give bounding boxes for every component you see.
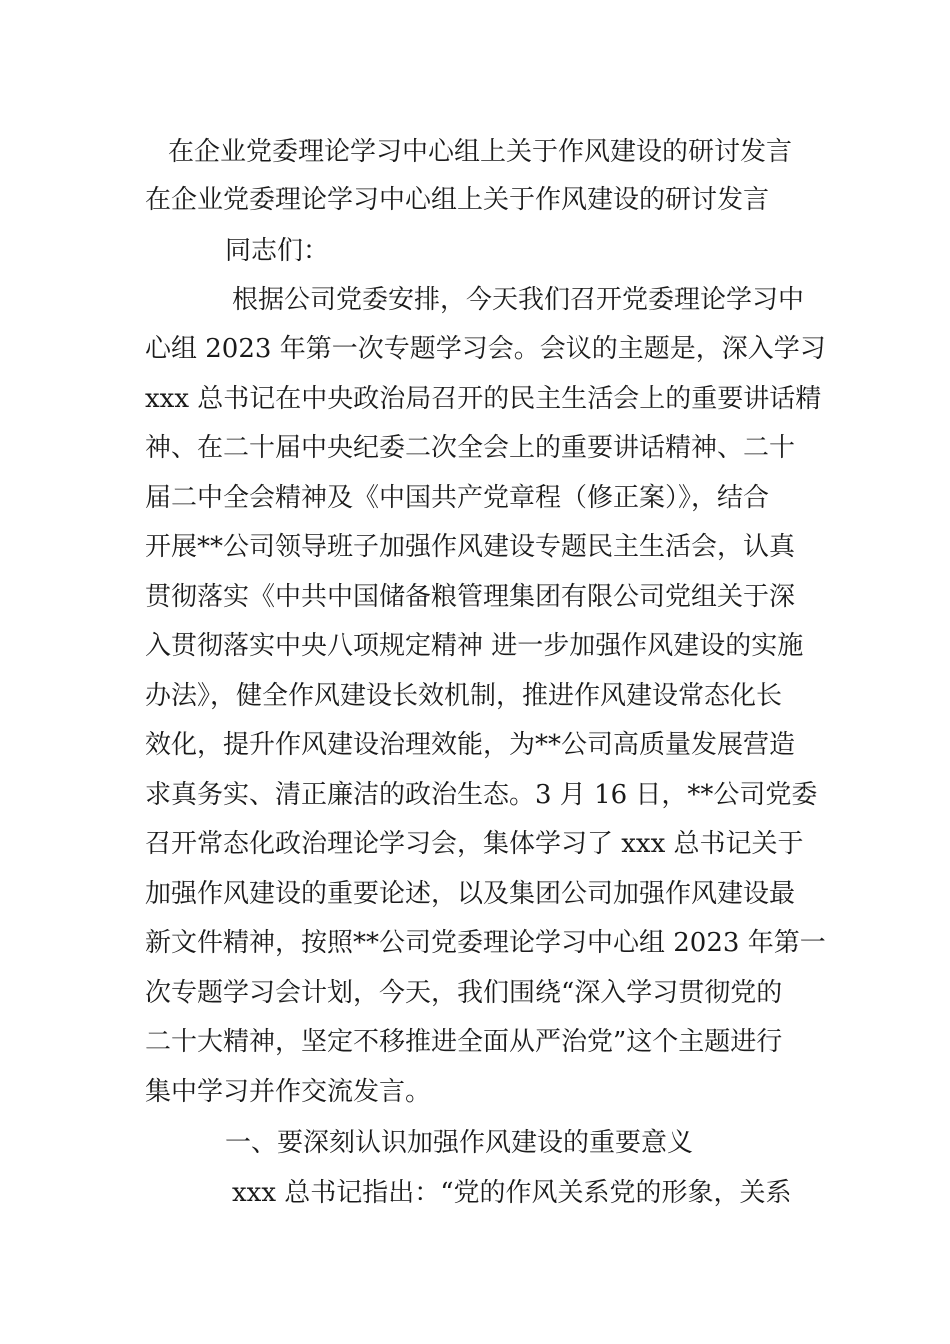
paragraph-line: 神、在二十届中央纪委二次全会上的重要讲话精神、二十 bbox=[145, 433, 796, 463]
document-title-line-1: 在企业党委理论学习中心组上关于作风建设的研讨发言 bbox=[168, 137, 793, 167]
paragraph-line: 办法》，健全作风建设长效机制，推进作风建设常态化长 bbox=[145, 681, 783, 711]
paragraph-line: 加强作风建设的重要论述，以及集团公司加强作风建设最 bbox=[145, 879, 796, 909]
paragraph-line: 开展**公司领导班子加强作风建设专题民主生活会，认真 bbox=[145, 532, 796, 562]
paragraph-line: 集中学习并作交流发言。 bbox=[145, 1077, 432, 1107]
paragraph-line: xxx 总书记在中央政治局召开的民主生活会上的重要讲话精 bbox=[145, 384, 822, 414]
paragraph-line: 求真务实、清正廉洁的政治生态。3 月 16 日，**公司党委 bbox=[145, 780, 818, 810]
document-title-line-2: 在企业党委理论学习中心组上关于作风建设的研讨发言 bbox=[145, 185, 770, 215]
paragraph-line: 届二中全会精神及《中国共产党章程（修正案）》，结合 bbox=[145, 483, 770, 513]
paragraph-line: 根据公司党委安排，今天我们召开党委理论学习中 bbox=[232, 285, 805, 315]
paragraph-line: 二十大精神，坚定不移推进全面从严治党”这个主题进行 bbox=[145, 1027, 783, 1057]
paragraph-2-line-1: xxx 总书记指出：“党的作风关系党的形象，关系 bbox=[232, 1178, 792, 1208]
paragraph-line: 入贯彻落实中央八项规定精神 进一步加强作风建设的实施 bbox=[145, 631, 804, 661]
paragraph-line: 次专题学习会计划，今天，我们围绕“深入学习贯彻党的 bbox=[145, 978, 783, 1008]
section-heading-1: 一、要深刻认识加强作风建设的重要意义 bbox=[225, 1128, 694, 1158]
paragraph-line: 心组 2023 年第一次专题学习会。会议的主题是，深入学习 bbox=[145, 334, 826, 364]
paragraph-line: 贯彻落实《中共中国储备粮管理集团有限公司党组关于深 bbox=[145, 582, 796, 612]
salutation: 同志们： bbox=[225, 236, 330, 266]
paragraph-line: 效化，提升作风建设治理效能，为**公司高质量发展营造 bbox=[145, 730, 796, 760]
paragraph-line: 新文件精神，按照**公司党委理论学习中心组 2023 年第一 bbox=[145, 928, 826, 958]
paragraph-line: 召开常态化政治理论学习会，集体学习了 xxx 总书记关于 bbox=[145, 829, 804, 859]
